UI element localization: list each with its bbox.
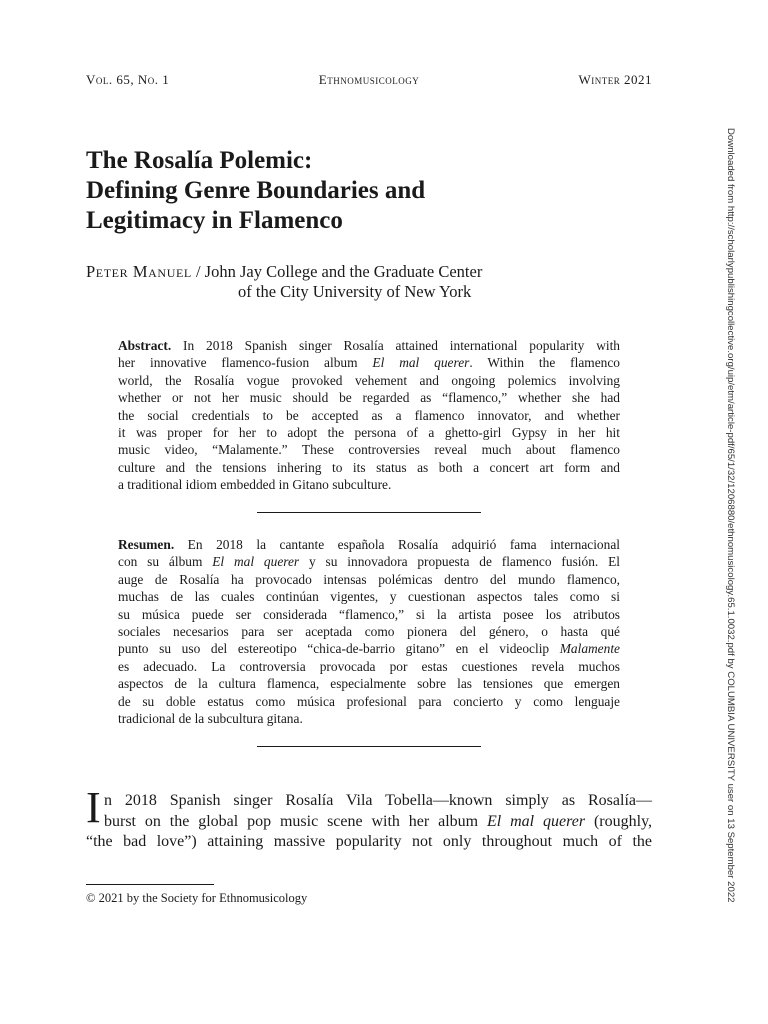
affiliation-line-1: John Jay College and the Graduate Center [204, 262, 483, 281]
resumen-line: muchas de las cuales continúan vigentes, y cuestionan aspectos tales como si [118, 589, 620, 605]
abstract-line: the social credentials to be accepted as a flamenco innovator, and whether [118, 407, 620, 423]
abstract-line: culture and the tensions inhering to its status as both a concert art form and [118, 459, 620, 475]
body-line: n 2018 Spanish singer Rosalía Vila Tobella—known simply as Rosalía— [104, 792, 652, 809]
running-head-journal: Ethnomusicology [318, 72, 420, 87]
resumen-line: de su doble estatus como música profesional para concierto y como lenguaje [118, 693, 620, 709]
resumen-line: su música puede ser considerada “flamenco,” si la artista posee los atributos [118, 606, 620, 622]
title-line-1: The Rosalía Polemic: [86, 147, 313, 174]
resumen-line: auge de Rosalía ha provocado intensas polémicas dentro del mundo flamenco, [118, 571, 620, 587]
byline [86, 262, 646, 302]
resumen-line: punto su uso del estereotipo “chica-de-barrio gitano” en el videoclip Malamente [118, 641, 620, 657]
abstract-line: world, the Rosalía vogue provoked vehement and ongoing polemics involving [118, 372, 620, 388]
body-line: “the bad love”) attaining massive popularity not only throughout much of the [86, 833, 652, 850]
abstract-label: Abstract. [118, 338, 172, 353]
body-paragraph [86, 791, 652, 853]
section-divider [257, 746, 481, 747]
body-line: burst on the global pop music scene with her album El mal querer (roughly, [104, 812, 653, 830]
byline-line-1 [86, 262, 646, 282]
resumen-line: sociales necesarios para ser aceptada como pionera del género, o hasta qué [118, 624, 620, 640]
running-head-issue-date: Winter 2021 [578, 72, 652, 87]
abstract-line: music video, “Malamente.” These controversies reveal much about flamenco [118, 442, 620, 458]
section-divider [257, 512, 481, 513]
abstract-spanish [118, 536, 620, 727]
drop-cap: I [86, 783, 101, 832]
resumen-line: tradicional de la subcultura gitana. [118, 711, 303, 727]
abstract-line: whether or not her music should be regarded as “flamenco,” whether she had [118, 390, 620, 406]
byline-separator: / [191, 262, 205, 281]
abstract-line: her innovative flamenco-fusion album El mal querer. Within the flamenco [118, 355, 620, 371]
abstract-english [118, 337, 620, 494]
resumen-line: Resumen. En 2018 la cantante española Rosalía adquirió fama internacional [118, 537, 620, 552]
album-title: El mal querer [487, 812, 586, 830]
running-head [86, 72, 652, 88]
download-watermark [722, 128, 742, 903]
video-title: Malamente [559, 641, 620, 657]
abstract-line: a traditional idiom embedded in Gitano subculture. [118, 477, 392, 493]
download-stamp-text: Downloaded from http://scholarlypublishingcollective.org/uip/etm/article-pdf/65/1/32/1206880/ethnomusicology.65.1.0032.pdf by COLUMBIA UNIVERSITY user on 13 September 2022 [725, 128, 736, 903]
author-name: Peter Manuel [86, 262, 192, 281]
title-line-3: Legitimacy in Flamenco [86, 207, 343, 234]
affiliation-line-2: of the City University of New York [238, 282, 472, 301]
abstract-line: it was proper for her to adopt the persona of a ghetto-girl Gypsy in her hit [118, 425, 620, 441]
title-line-2: Defining Genre Boundaries and [86, 177, 426, 204]
article-title [86, 146, 646, 236]
resumen-label: Resumen. [118, 537, 175, 552]
resumen-line: aspectos de la cultura flamenca, especialmente sobre las tensiones que emergen [118, 676, 620, 692]
album-title: El mal querer [212, 554, 300, 570]
running-head-volume: Vol. 65, No. 1 [86, 72, 170, 87]
resumen-line: es adecuado. La controversia provocada por estas cuestiones revela muchos [118, 658, 620, 674]
footnote-rule [86, 884, 214, 885]
abstract-line: Abstract. In 2018 Spanish singer Rosalía attained international popularity with [118, 338, 620, 353]
album-title: El mal querer [372, 355, 470, 371]
copyright-footnote: © 2021 by the Society for Ethnomusicology [86, 891, 308, 905]
resumen-line: con su álbum El mal querer y su innovadora propuesta de flamenco fusión. El [118, 554, 620, 570]
